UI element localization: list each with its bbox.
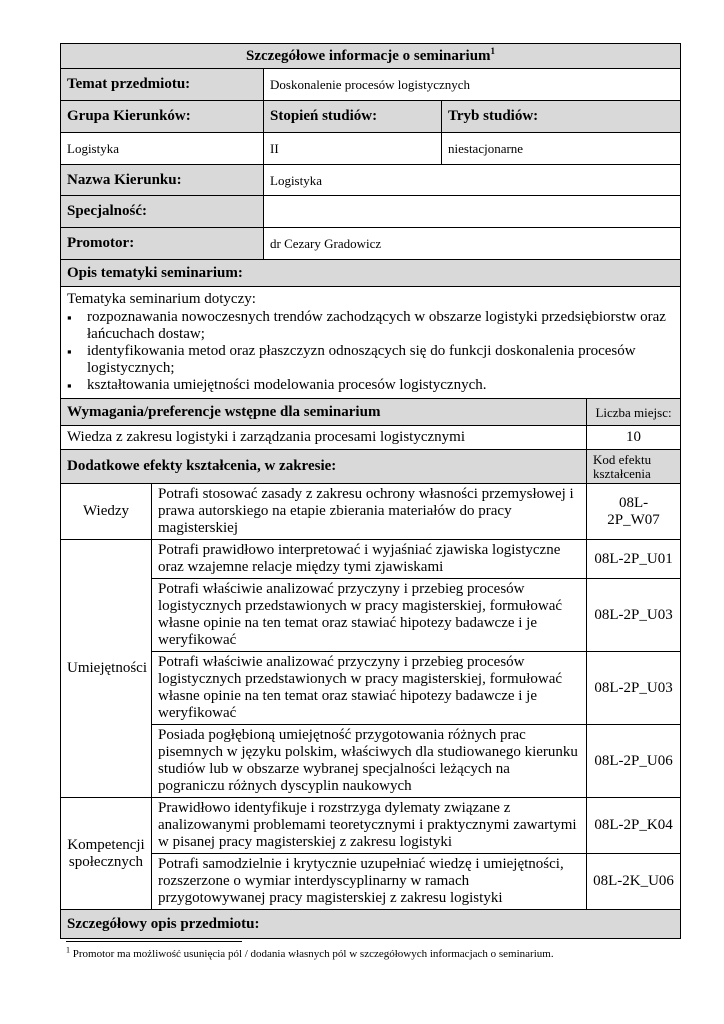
table-row [61, 484, 681, 540]
group-label: Grupa Kierunków: [61, 101, 264, 133]
footnote [66, 945, 686, 960]
footnote-ref: 1 [490, 45, 496, 56]
requirements-heading: Wymagania/preferencje wstępne dla seminarium [61, 399, 587, 426]
table-row [61, 854, 681, 910]
outcome-text: Potrafi właściwie analizować przyczyny i przebieg procesów logistycznych przedstawionych w pracy magisterskiej, formułować własne opinie na ten temat oraz stawiać hipotezy badawcze i je weryfikować [152, 652, 587, 725]
specialty-value [264, 196, 681, 228]
promoter-label: Promotor: [61, 228, 264, 260]
seats-value: 10 [587, 426, 681, 450]
outcome-code: 08L-2P_U03 [587, 652, 681, 725]
footnote-text: Promotor ma możliwość usunięcia pól / dodania własnych pól w szczegółowych informacjach o seminarium. [72, 948, 554, 960]
outcome-code: 08L-2P_K04 [587, 798, 681, 854]
outcome-text: Posiada pogłębioną umiejętność przygotowania różnych prac pisemnych w języku polskim, właściwych dla studiowanego kierunku studiów lub w obszarze wybranej specjalności leżących na pograniczu różnych dyscyplin naukowych [152, 725, 587, 798]
seats-label: Liczba miejsc: [587, 399, 681, 426]
table-row [61, 652, 681, 725]
topic-label: Temat przedmiotu: [61, 69, 264, 101]
table-row [61, 798, 681, 854]
table-row [61, 725, 681, 798]
list-item: ▪ identyfikowania metod oraz płaszczyzn odnoszących się do funkcji doskonalenia procesów logistycznych; [87, 343, 674, 377]
description-heading: Opis tematyki seminarium: [61, 260, 681, 287]
table-title-cell [61, 44, 681, 69]
level-value: II [264, 133, 442, 165]
group-header-row [61, 101, 681, 133]
description-heading-row [61, 260, 681, 287]
field-label: Nazwa Kierunku: [61, 165, 264, 196]
outcome-code: 08L-2P_U01 [587, 540, 681, 579]
footnote-mark: 1 [66, 945, 70, 955]
outcomes-heading: Dodatkowe efekty kształcenia, w zakresie: [61, 450, 587, 484]
topic-list [67, 309, 674, 394]
outcome-text: Prawidłowo identyfikuje i rozstrzyga dylematy związane z analizowanymi problemami teoretycznymi i praktycznymi zawartymi w pisanej pracy magisterskiej z zakresu logistyki [152, 798, 587, 854]
outcome-code: 08L-2P_U06 [587, 725, 681, 798]
table-title: Szczegółowe informacje o seminarium [246, 47, 491, 64]
seminar-info-sheet [60, 43, 680, 939]
table-row [61, 540, 681, 579]
field-row [61, 165, 681, 196]
group-value: Logistyka [61, 133, 264, 165]
list-item: ▪ kształtowania umiejętności modelowania procesów logistycznych. [87, 377, 674, 394]
header-row [61, 44, 681, 69]
topic-value: Doskonalenie procesów logistycznych [264, 69, 681, 101]
promoter-row [61, 228, 681, 260]
mode-label: Tryb studiów: [442, 101, 681, 133]
knowledge-label: Wiedzy [61, 484, 152, 540]
seminar-info-table [60, 43, 681, 939]
outcome-text: Potrafi stosować zasady z zakresu ochrony własności przemysłowej i prawa autorskiego na etapie zbierania materiałów do pracy magisterskiej [152, 484, 587, 540]
topic-row [61, 69, 681, 101]
outcome-text: Potrafi właściwie analizować przyczyny i przebieg procesów logistycznych przedstawionych w pracy magisterskiej, formułować własne opinie na ten temat oraz stawiać hipotezy badawcze i je weryfikować [152, 579, 587, 652]
footnote-separator [66, 941, 242, 942]
outcome-code: 08L-2P_W07 [587, 484, 681, 540]
description-body [61, 287, 681, 399]
details-heading-row [61, 910, 681, 939]
specialty-row [61, 196, 681, 228]
table-row [61, 579, 681, 652]
skills-label: Umiejętności [61, 540, 152, 798]
outcome-text: Potrafi samodzielnie i krytycznie uzupełniać wiedzę i umiejętności, rozszerzone o wymiar interdyscyplinarny w ramach przygotowywanej pracy magisterskiej z zakresu logistyki [152, 854, 587, 910]
field-value: Logistyka [264, 165, 681, 196]
description-intro: Tematyka seminarium dotyczy: [67, 291, 256, 307]
description-body-row [61, 287, 681, 399]
outcome-code: 08L-2P_U03 [587, 579, 681, 652]
specialty-label: Specjalność: [61, 196, 264, 228]
outcomes-heading-row [61, 450, 681, 484]
details-heading: Szczegółowy opis przedmiotu: [61, 910, 681, 939]
list-item: ▪ rozpoznawania nowoczesnych trendów zachodzących w obszarze logistyki przedsiębiorstw oraz łańcuchach dostaw; [87, 309, 674, 343]
level-label: Stopień studiów: [264, 101, 442, 133]
requirements-row [61, 426, 681, 450]
promoter-value: dr Cezary Gradowicz [264, 228, 681, 260]
code-label: Kod efektu kształcenia [587, 450, 681, 484]
group-value-row [61, 133, 681, 165]
mode-value: niestacjonarne [442, 133, 681, 165]
outcome-text: Potrafi prawidłowo interpretować i wyjaśniać zjawiska logistyczne oraz wzajemne relacje między tymi zjawiskami [152, 540, 587, 579]
requirements-text: Wiedza z zakresu logistyki i zarządzania procesami logistycznymi [61, 426, 587, 450]
requirements-heading-row [61, 399, 681, 426]
social-label: Kompetencji społecznych [61, 798, 152, 910]
outcome-code: 08L-2K_U06 [587, 854, 681, 910]
